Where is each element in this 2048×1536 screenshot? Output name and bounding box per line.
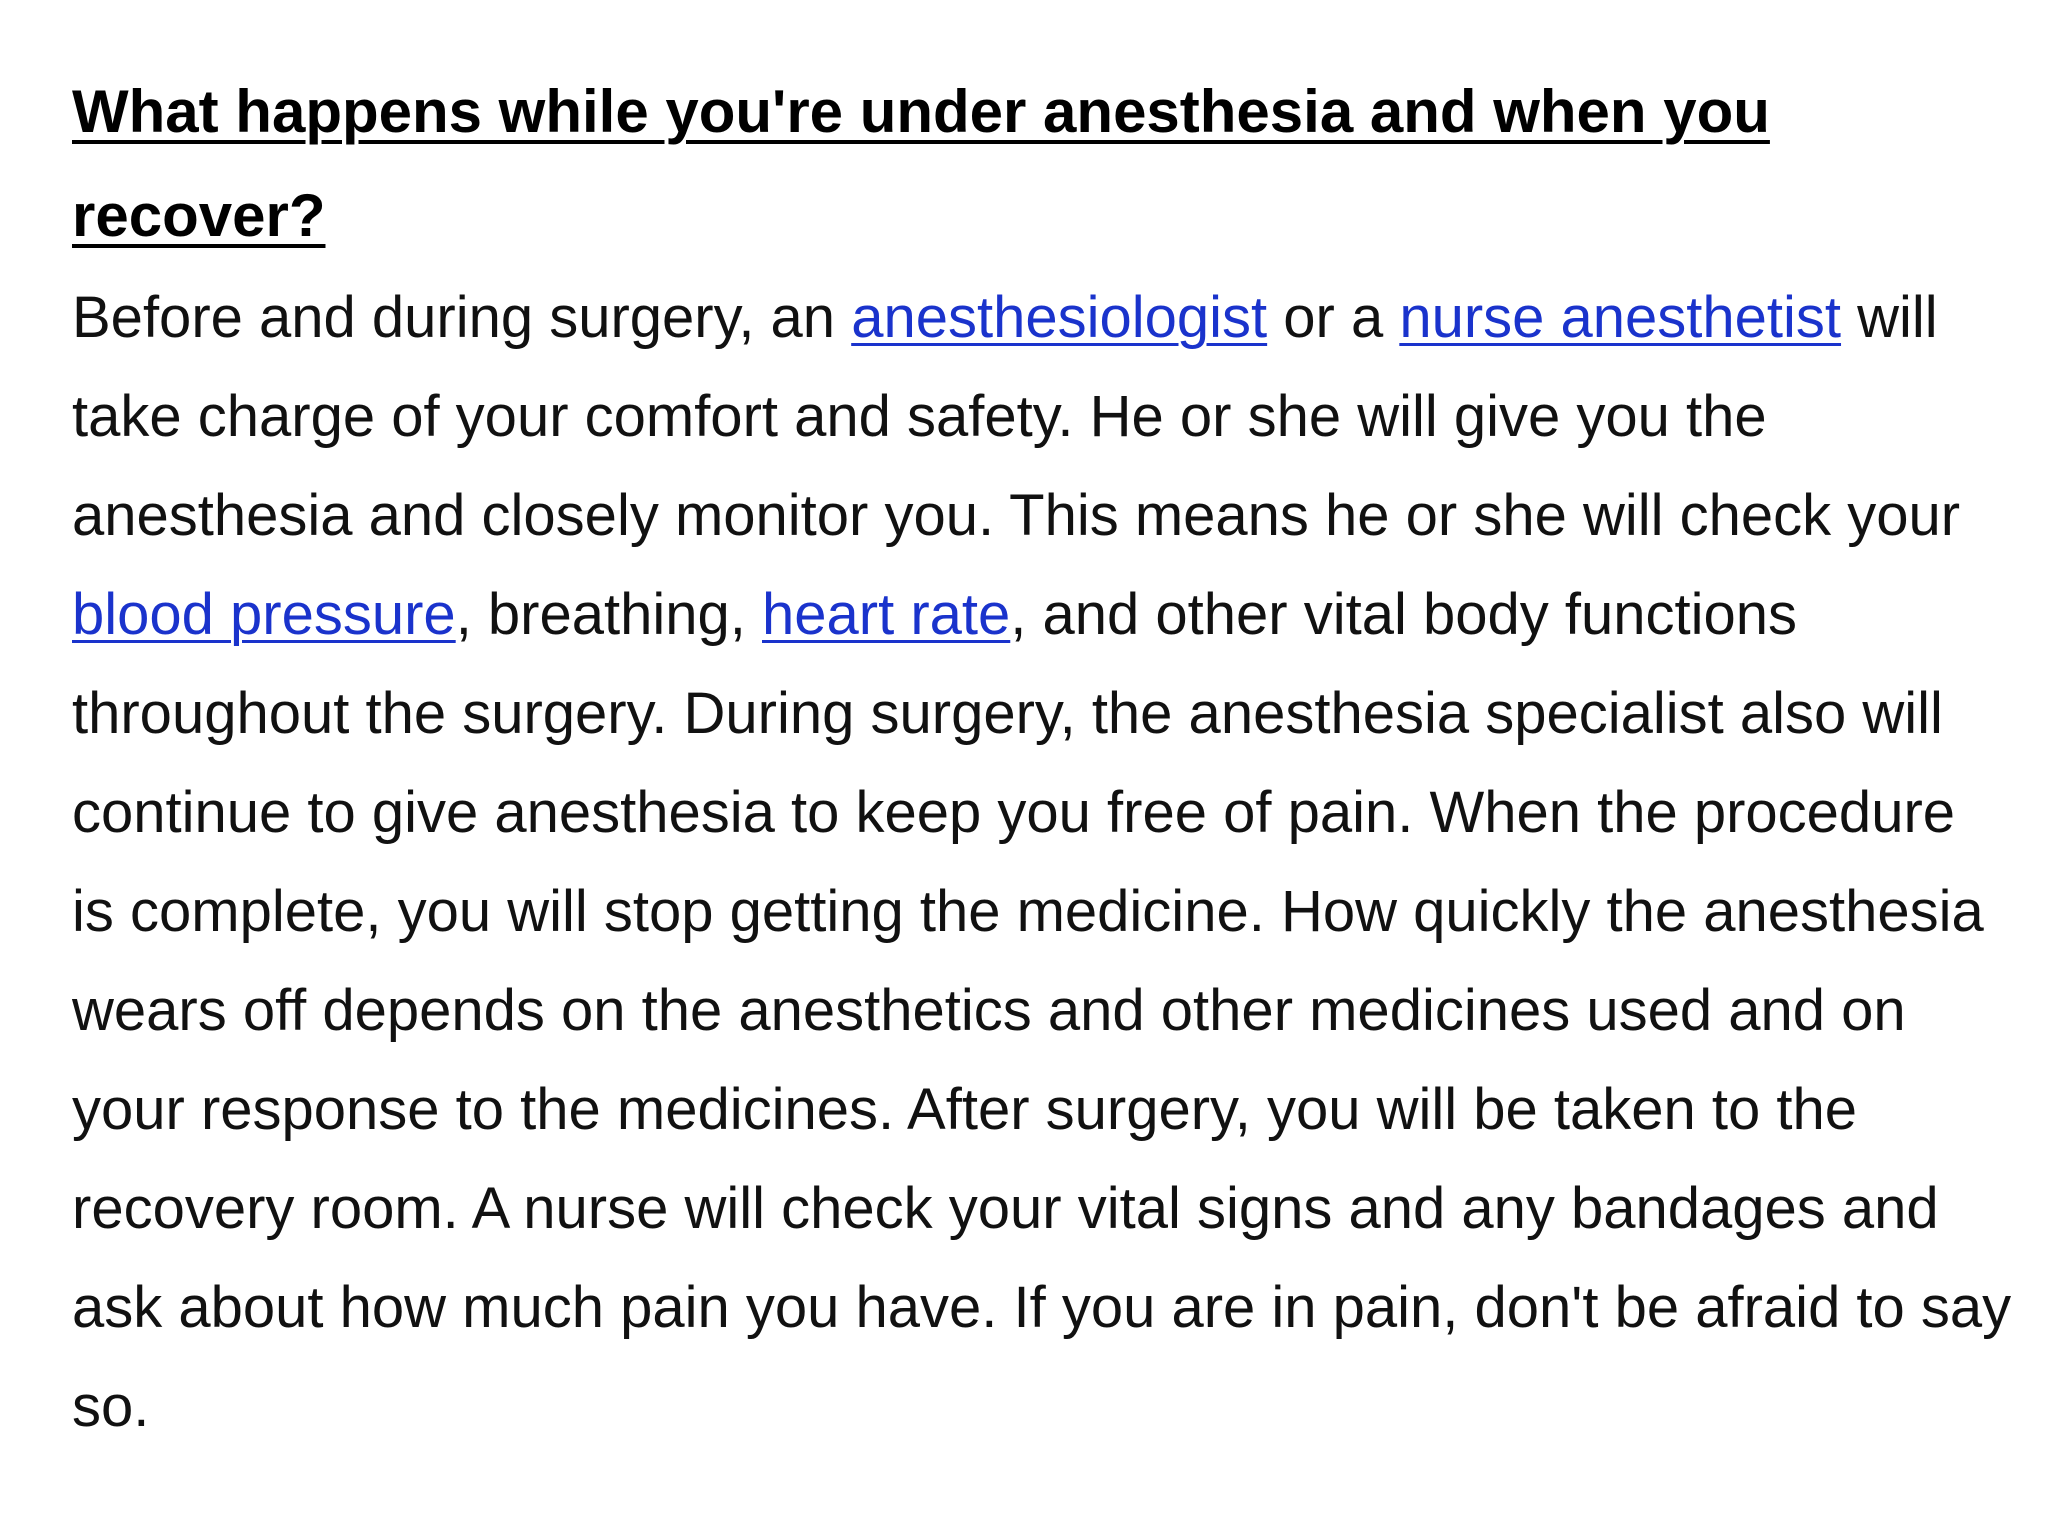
paragraph-text-1: Before and during surgery, an (72, 285, 852, 350)
nurse-anesthetist-link[interactable]: nurse anesthetist (1399, 285, 1842, 350)
section-heading: What happens while you're under anesthesia and when you recover? (72, 78, 1770, 249)
heart-rate-link[interactable]: heart rate (762, 582, 1011, 647)
paragraph-text-3: will take charge of your comfort and safety. He or she will give you the anesthesia and closely monitor you. This means he or she will check your (72, 285, 1961, 548)
paragraph-text-4: , breathing, (455, 582, 762, 647)
blood-pressure-link[interactable]: blood pressure (72, 582, 456, 647)
anesthesiologist-link[interactable]: anesthesiologist (851, 285, 1268, 350)
paragraph-text-2: or a (1267, 285, 1400, 350)
article-paragraph (72, 268, 2012, 1456)
article (72, 60, 2012, 1456)
paragraph-text-5: , and other vital body functions throughout the surgery. During surgery, the anesthesia specialist also will continue to give anesthesia to keep you free of pain. When the procedure is complete, you will stop getting the medicine. How quickly the anesthesia wears off depends on the anesthetics and other medicines used and on your response to the medicines. After surgery, you will be taken to the recovery room. A nurse will check your vital signs and any bandages and ask about how much pain you have. If you are in pain, don't be afraid to say so. (72, 582, 2012, 1439)
